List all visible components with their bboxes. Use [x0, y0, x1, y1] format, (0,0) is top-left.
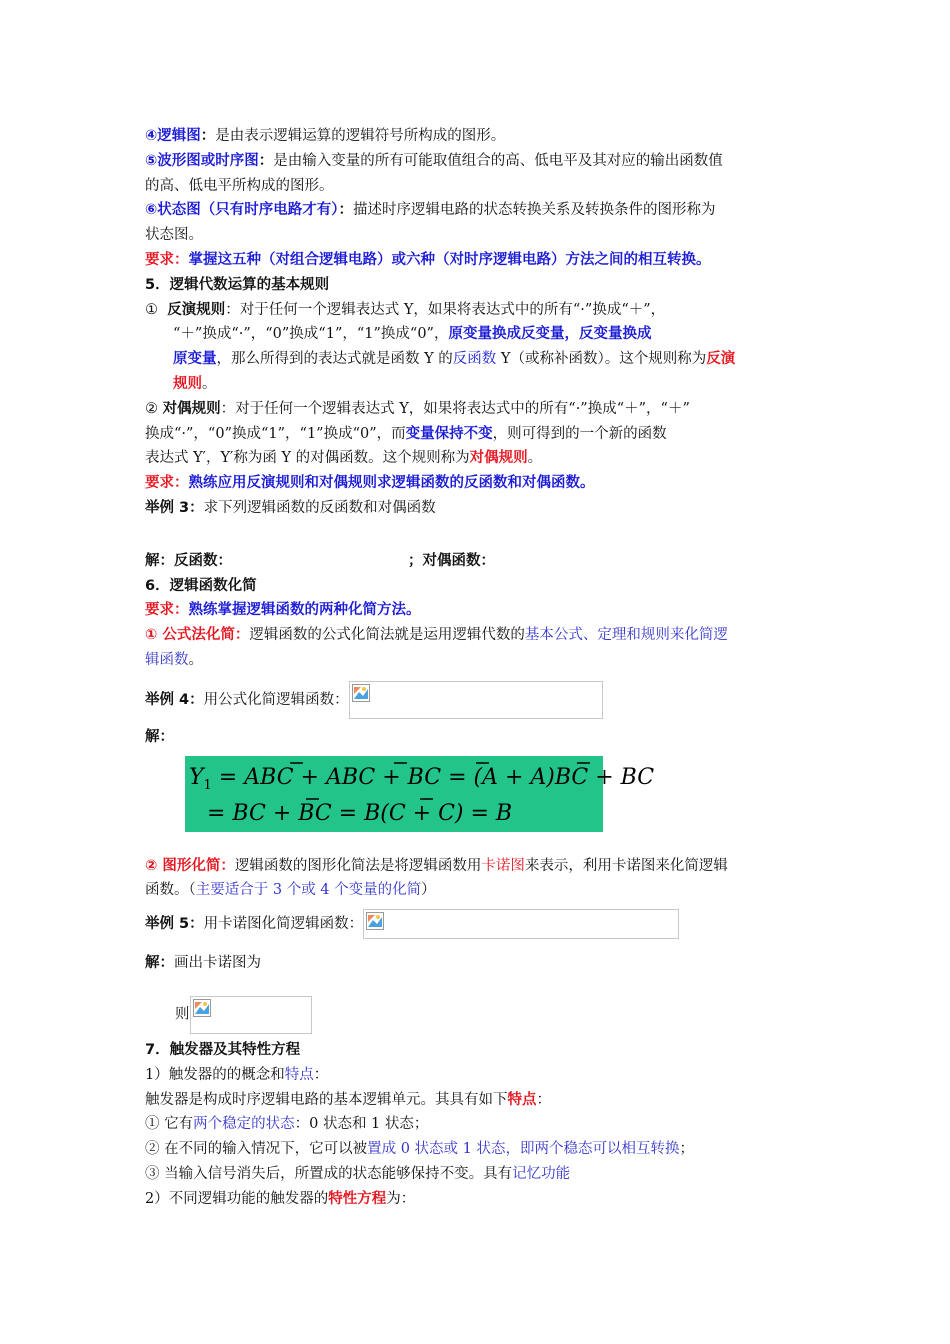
solution-inverse: 解：反函数：: [145, 552, 232, 569]
item-text: 的高、低电平所构成的图形。: [145, 177, 334, 194]
rule-text: 对于任何一个逻辑表达式 Y，如果将表达式中的所有“·”换成“＋”，“＋”: [235, 400, 690, 417]
section-5-heading: 5．逻辑代数运算的基本规则: [145, 276, 330, 293]
method-text: 函数。（: [145, 882, 196, 899]
text: ③ 当输入信号消失后，所置成的状态能够保持不变。具有: [145, 1165, 513, 1182]
item-text: 状态图。: [145, 227, 203, 244]
solution-4: [145, 725, 810, 750]
marker: ⑤: [145, 152, 158, 169]
solution-text: 画出卡诺图为: [174, 955, 261, 972]
rule-highlight: 原变量换成反变量，反变量换成: [448, 326, 652, 343]
method-term: ① 公式法化简：: [145, 627, 250, 644]
colon: ：: [258, 152, 274, 169]
example-label: 举例 5：: [145, 916, 204, 933]
item-6-cont: [145, 223, 810, 248]
item-text: 是由表示逻辑运算的逻辑符号所构成的图形。: [215, 128, 506, 144]
requirement-label: 要求：: [145, 602, 189, 619]
section-6-heading: 6．逻辑函数化简: [145, 577, 257, 594]
method-graphic-cont: [145, 878, 810, 903]
example-text: 用公式化简逻辑函数：: [203, 691, 349, 708]
term-waveform: 波形图或时序图: [157, 152, 259, 169]
rule-highlight: 变量保持不变: [405, 425, 493, 442]
requirement-text: 掌握这五种（对组合逻辑电路）或六种（对时序逻辑电路）方法之间的相互转换。: [188, 251, 711, 268]
rule-text: ，那么所得到的表达式就是函数 Y 的: [216, 351, 453, 368]
broken-image-icon: [193, 999, 211, 1017]
rule-text: 换成“·”，“0”换成“1”，“1”换成“0”，而: [145, 425, 406, 442]
example-label: 举例 4：: [145, 691, 204, 708]
requirement-text: 熟练应用反演规则和对偶规则求逻辑函数的反函数和对偶函数。: [188, 475, 595, 492]
term-logic-diagram: 逻辑图: [157, 128, 201, 144]
rule-text: 表达式 Y′，Y′称为函 Y 的对偶函数。这个规则称为: [145, 450, 470, 467]
document-page: [145, 124, 810, 1212]
broken-image-icon: [366, 912, 384, 930]
rule-duality: [145, 397, 810, 422]
text: 触发器是构成时序逻辑电路的基本逻辑单元。其具有如下: [145, 1091, 508, 1108]
method-graphic: [145, 854, 810, 879]
then-line: [145, 996, 810, 1034]
rule-highlight: 原变量: [173, 351, 217, 368]
method-formula-cont: [145, 648, 810, 673]
method-text: 来表示，利用卡诺图来化简逻辑: [524, 857, 728, 874]
rule-text: 。: [202, 375, 217, 392]
term-duality-rule: 对偶规则: [162, 400, 221, 417]
feature-3: [145, 1162, 810, 1187]
highlight-red: 特性方程: [328, 1190, 387, 1207]
text: ：: [313, 1066, 329, 1083]
marker: ⑥: [145, 202, 158, 219]
example-text: 用卡诺图化简逻辑函数：: [203, 916, 364, 933]
rule-text: ，则可得到的一个新的函数: [492, 425, 667, 442]
example-5: [145, 909, 810, 945]
item-5: [145, 149, 810, 174]
rule-inversion-l4: [145, 372, 810, 397]
rule-text: 。: [527, 450, 543, 467]
feature-1: [145, 1112, 810, 1137]
highlight: 记忆功能: [512, 1165, 571, 1182]
marker: ①: [145, 301, 158, 318]
rule-inversion-l2: [145, 322, 810, 347]
text: ；: [679, 1141, 694, 1158]
requirement-1: [145, 248, 810, 273]
example-3: [145, 496, 810, 521]
formula-line-1: $Y_1$ = ABC + ABC + BC = (A + A)BC + BC: [189, 764, 655, 793]
method-formula: [145, 623, 810, 648]
colon: ：: [338, 202, 354, 219]
flipflop-p2: [145, 1088, 810, 1113]
text: ① 它有: [145, 1116, 194, 1133]
solution-label: 解：: [145, 728, 174, 745]
solution-5: [145, 951, 810, 976]
requirement-label: 要求：: [145, 251, 189, 268]
highlight: 两个稳定的状态: [193, 1116, 295, 1133]
rule-highlight: 反函数: [452, 351, 497, 368]
text: ② 在不同的输入情况下，它可以被: [145, 1141, 368, 1158]
requirement-2: [145, 471, 810, 496]
term-state-diagram: 状态图（只有时序电路才有）: [157, 202, 339, 219]
method-highlight: 主要适合于 3 个或 4 个变量的化简: [195, 882, 422, 899]
colon: ：: [225, 301, 240, 318]
example-label: 举例 3：: [145, 499, 204, 516]
broken-image-icon: [352, 684, 370, 702]
marker: ②: [145, 400, 158, 417]
method-text: 逻辑函数的图形化简法是将逻辑函数用: [234, 857, 482, 874]
flipflop-p3: [145, 1187, 810, 1212]
highlight: 特点: [284, 1066, 314, 1083]
rule-duality-l3: [145, 446, 810, 471]
method-highlight: 辑函数: [145, 651, 189, 668]
highlight-red: 特点: [507, 1091, 537, 1108]
method-term: ② 图形化简：: [145, 857, 235, 874]
method-text: ）: [421, 882, 436, 899]
rule-inversion: [145, 298, 810, 323]
item-6: [145, 198, 810, 223]
term-inversion-rule: 反演规则: [167, 301, 226, 318]
highlight: 置成 0 状态或 1 状态，即两个稳态可以相互转换: [367, 1141, 680, 1158]
section-7-heading: 7．触发器及其特性方程: [145, 1041, 301, 1058]
text: 2）不同逻辑功能的触发器的: [145, 1190, 329, 1207]
colon: ：: [200, 128, 216, 144]
text: ：: [536, 1091, 551, 1108]
text: ：0 状态和 1 状态；: [294, 1116, 429, 1133]
formula-image: [185, 756, 655, 832]
rule-text: “＋”换成“·”，“0”换成“1”，“1”换成“0”，: [173, 326, 449, 343]
method-text: 。: [188, 651, 203, 668]
flipflop-p1: [145, 1063, 810, 1088]
method-highlight: 基本公式、定理和规则来化简逻: [524, 627, 728, 644]
rule-highlight-red: 对偶规则: [469, 450, 528, 467]
formula-line-2: = BC + BC = B(C + C) = B: [207, 800, 513, 826]
then-text: 则: [175, 1006, 190, 1023]
marker: ④: [145, 128, 158, 144]
item-4: [145, 124, 810, 149]
requirement-3: [145, 598, 810, 623]
example-text: 求下列逻辑函数的反函数和对偶函数: [203, 499, 436, 516]
item-5-cont: [145, 174, 810, 199]
solution-label: 解：: [145, 955, 174, 972]
rule-inversion-l3: [145, 347, 810, 372]
example-4: [145, 681, 810, 721]
spacer: [145, 521, 810, 549]
formula-image-placeholder: [363, 909, 679, 939]
text: 1）触发器的的概念和: [145, 1066, 285, 1083]
rule-text: Y（或称补函数）。这个规则称为: [496, 351, 707, 368]
formula-svg: [185, 756, 655, 832]
solution-3: [145, 549, 810, 574]
solution-dual: ；对偶函数：: [408, 552, 495, 569]
method-highlight-red: 卡诺图: [481, 857, 525, 874]
item-text: 是由输入变量的所有可能取值组合的高、低电平及其对应的输出函数值: [273, 152, 723, 169]
feature-2: [145, 1137, 810, 1162]
rule-duality-l2: [145, 422, 810, 447]
requirement-text: 熟练掌握逻辑函数的两种化简方法。: [188, 602, 421, 619]
colon: ：: [220, 400, 236, 417]
item-text: 描述时序逻辑电路的状态转换关系及转换条件的图形称为: [353, 202, 716, 219]
rule-text: 对于任何一个逻辑表达式 Y，如果将表达式中的所有“·”换成“＋”，: [239, 301, 666, 318]
rule-highlight-red: 规则: [173, 375, 202, 392]
rule-highlight-red: 反演: [706, 351, 736, 368]
result-image-placeholder: [190, 996, 312, 1034]
requirement-label: 要求：: [145, 475, 189, 492]
formula-image-placeholder: [349, 681, 603, 719]
method-text: 逻辑函数的公式化简法就是运用逻辑代数的: [249, 627, 525, 644]
text: 为：: [386, 1190, 416, 1207]
